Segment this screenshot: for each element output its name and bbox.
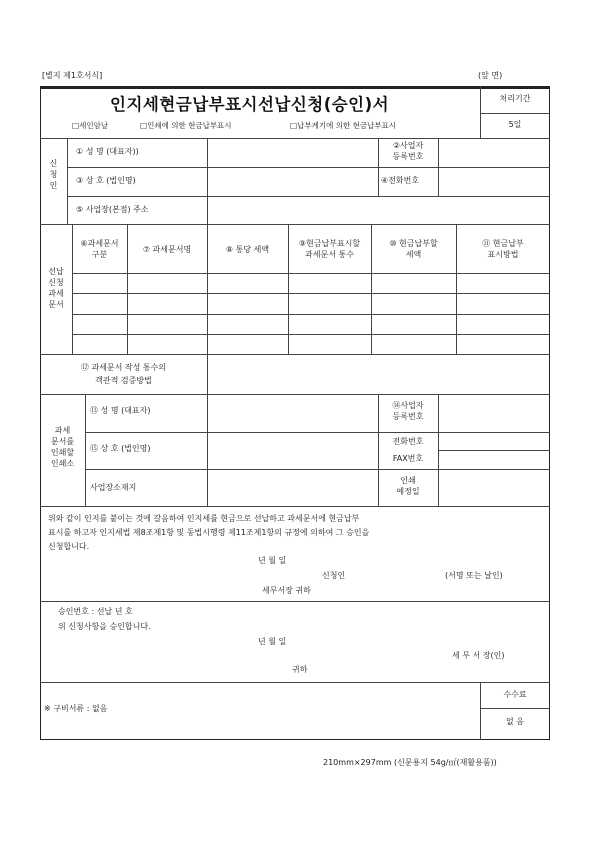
table-row[interactable] xyxy=(73,315,549,333)
col-cash-tax-header: ⑩ 현금납부할 세액 xyxy=(389,239,438,259)
printer-phone-label: 전화번호 xyxy=(392,437,424,446)
fee-label: 수수료 xyxy=(503,690,527,699)
printer-company-label: ⑮ 상 호 (법인명) xyxy=(90,444,151,453)
option-stamp-seal[interactable] xyxy=(72,121,108,131)
table-row[interactable] xyxy=(73,274,549,293)
printer-location-field[interactable] xyxy=(209,471,377,505)
table-row[interactable] xyxy=(73,294,549,313)
form-top-border xyxy=(40,86,550,89)
option-label: □세인암날 xyxy=(72,121,109,130)
applicant-phone-field[interactable] xyxy=(440,169,548,195)
form-number: [별지 제1호서식] xyxy=(42,71,103,80)
tax-docs-section-label: 선납 신청 과세 문서 xyxy=(48,267,64,309)
option-label: □인쇄에 의한 현금납부표시 xyxy=(140,121,232,130)
applicant-reg-no-label: ②사업자 등록번호 xyxy=(392,141,424,161)
declaration-sign-label: (서명 또는 날인) xyxy=(445,571,503,580)
approval-date: 년 월 일 xyxy=(258,637,287,646)
fee-value: 없 음 xyxy=(506,717,524,726)
declaration-addressee: 세무서장 귀하 xyxy=(262,586,311,595)
approval-addressee: 귀하 xyxy=(292,665,308,674)
option-print-payment[interactable] xyxy=(140,121,232,131)
applicant-reg-no-field[interactable] xyxy=(440,140,548,166)
applicant-section-label: 신 청 인 xyxy=(49,159,58,190)
printer-fax-field[interactable] xyxy=(440,452,548,468)
printer-reg-no-label: ⑭사업자 등록번호 xyxy=(392,401,424,421)
processing-period-label: 처리기간 xyxy=(499,94,531,103)
col-tax-per-doc-header: ⑧ 통당 세액 xyxy=(225,244,270,254)
printer-fax-label: FAX번호 xyxy=(392,454,424,463)
applicant-address-label: ⑤ 사업장(본점) 주소 xyxy=(76,205,149,214)
verification-method-field[interactable] xyxy=(209,356,548,393)
applicant-company-field[interactable] xyxy=(209,169,377,195)
table-row[interactable] xyxy=(73,335,549,353)
option-label: □납부계기에 의한 현금납부표시 xyxy=(290,121,397,130)
col-doc-type-header: ⑥과세문서 구분 xyxy=(80,239,119,259)
applicant-signature-field[interactable] xyxy=(360,568,440,582)
col-doc-name-header: ⑦ 과세문서명 xyxy=(142,244,192,254)
page-side-label: (앞 면) xyxy=(478,71,503,80)
declaration-applicant-label: 신청인 xyxy=(322,571,346,580)
declaration-date: 년 월 일 xyxy=(258,556,287,565)
applicant-name-field[interactable] xyxy=(209,140,377,166)
printer-location-label: 사업장소재지 xyxy=(90,483,137,492)
printer-reg-no-field[interactable] xyxy=(440,396,548,431)
printer-name-field[interactable] xyxy=(209,396,377,431)
processing-period-value: 5일 xyxy=(508,120,522,129)
applicant-name-label: ① 성 명 (대표자)) xyxy=(76,147,139,156)
required-documents: ※ 구비서류 : 없음 xyxy=(44,704,108,713)
applicant-address-field[interactable] xyxy=(209,198,548,223)
approval-text: 위 신청사항을 승인합니다. xyxy=(58,622,151,631)
option-meter-payment[interactable] xyxy=(290,121,396,131)
applicant-phone-label: ④전화번호 xyxy=(381,176,420,185)
col-doc-count-header: ⑨현금납부표시할 과세문서 통수 xyxy=(298,239,361,259)
declaration-text: 위와 같이 인지를 붙이는 것에 갈음하여 인지세를 현금으로 선납하고 과세문서에 현금납부 표시를 하고자 인지세법 제8조제1항 및 동법시행령 제11조제1항의 규정에 의하여 그 승인을 신청합니다. xyxy=(48,514,370,551)
print-date-field[interactable] xyxy=(440,471,548,505)
col-display-method-header: ⑪ 현금납부 표시방법 xyxy=(482,239,524,259)
approval-number: 승인번호 : 선납 년 호 xyxy=(58,607,133,616)
printer-section-label: 과세 문서를 인쇄할 인쇄소 xyxy=(50,426,75,468)
verification-method-label: ⑫ 과세문서 작성 통수의 객관적 검증방법 xyxy=(80,363,167,385)
print-date-label: 인쇄 예정일 xyxy=(396,476,420,496)
approval-signer: 세 무 서 장(인) xyxy=(452,651,505,660)
form-title: 인지세현금납부표시선납신청(승인)서 xyxy=(110,95,390,114)
printer-phone-field[interactable] xyxy=(440,434,548,449)
applicant-company-label: ③ 상 호 (법인명) xyxy=(76,176,136,185)
paper-spec: 210mm×297mm (신문용지 54g/㎡(재활용품)) xyxy=(323,758,497,767)
printer-company-field[interactable] xyxy=(209,434,377,468)
printer-name-label: ⑬ 성 명 (대표자) xyxy=(90,406,151,415)
